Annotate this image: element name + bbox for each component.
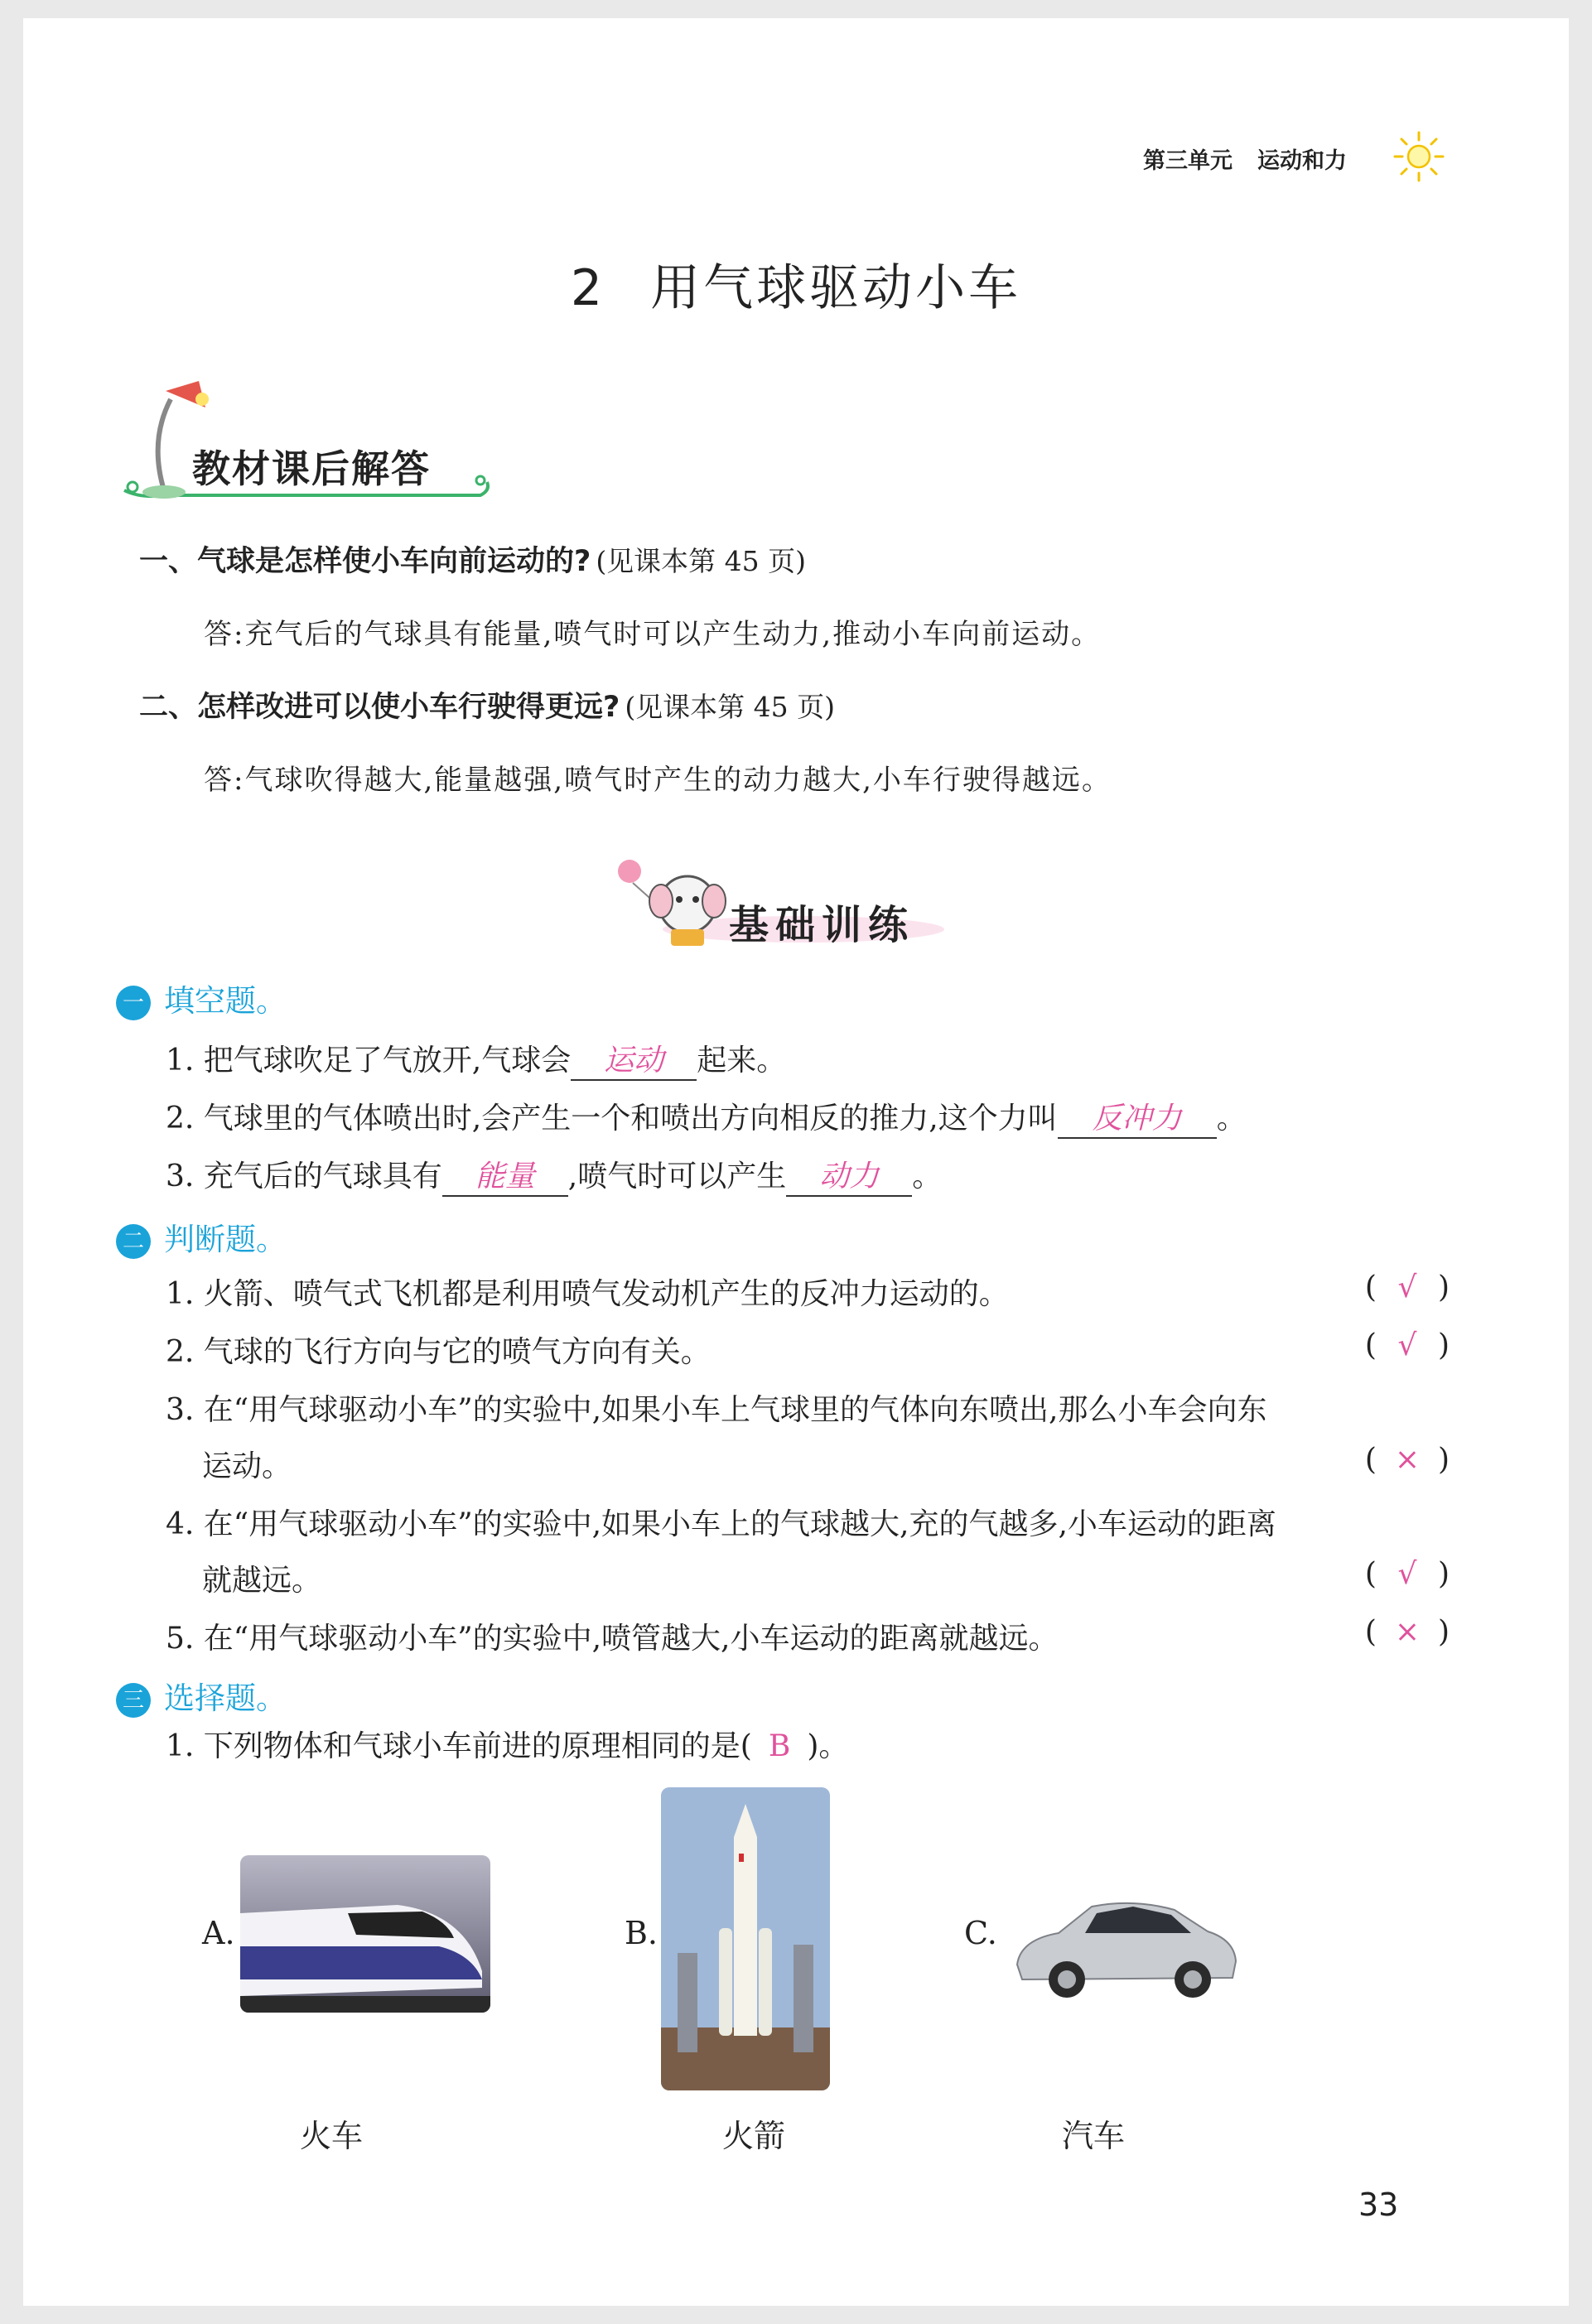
unit-label: 第三单元 (1143, 148, 1233, 174)
judge-item-1: 1. 火箭、喷气式飞机都是利用喷气发动机产生的反冲力运动的。 (166, 1277, 1009, 1311)
train-photo-image (240, 1855, 490, 2013)
judge-mark-5[interactable]: ( × ) (1364, 1615, 1450, 1649)
judge-item-3: 3. 在“用气球驱动小车”的实验中,如果小车上气球里的气体向东喷出,那么小车会向东 (166, 1393, 1267, 1427)
fill-item-1 (166, 1037, 786, 1081)
judge-mark-4[interactable]: ( √ ) (1364, 1557, 1450, 1591)
textbook-question-1 (139, 538, 806, 580)
textbook-answer-1: 答:充气后的气球具有能量,喷气时可以产生动力,推动小车向前运动。 (204, 618, 1102, 651)
judge-item-2: 2. 气球的飞行方向与它的喷气方向有关。 (166, 1335, 711, 1369)
choice-answer[interactable]: B (768, 1729, 791, 1763)
section-fill-title (116, 976, 287, 1020)
judge-item-3-cont: 运动。 (202, 1449, 292, 1483)
judge-item-4-cont: 就越远。 (202, 1564, 322, 1598)
question-text: 一、气球是怎样使小车向前运动的? (139, 545, 591, 578)
answer-blank[interactable]: 能量 (442, 1153, 568, 1197)
section-label: 填空题。 (164, 983, 287, 1019)
judge-mark-3[interactable]: ( × ) (1364, 1443, 1450, 1477)
answer-mark: √ (1397, 1557, 1417, 1591)
section-label: 选择题。 (164, 1680, 287, 1716)
answer-mark: × (1394, 1615, 1421, 1649)
item-text: 2. 气球里的气体喷出时,会产生一个和喷出方向相反的推力,这个力叫 (166, 1102, 1058, 1135)
textbook-question-2 (139, 684, 835, 726)
rocket-photo-image (661, 1787, 830, 2090)
textbook-answers-banner: 教材课后解答 (192, 446, 431, 491)
judge-item-4: 4. 在“用气球驱动小车”的实验中,如果小车上的气球越大,充的气越多,小车运动的距离 (166, 1507, 1276, 1541)
page-ref: (见课本第 45 页) (596, 545, 807, 577)
running-head (1143, 142, 1347, 175)
item-text: 1. 下列物体和气球小车前进的原理相同的是( (166, 1729, 752, 1763)
item-text: 1. 把气球吹足了气放开,气球会 (166, 1044, 572, 1078)
answer-mark: √ (1397, 1328, 1417, 1362)
lesson-title: 用气球驱动小车 (650, 259, 1022, 317)
lesson-number: 2 (570, 259, 606, 317)
item-text: 。 (912, 1160, 943, 1193)
section-choice-title (116, 1673, 287, 1718)
choice-question-1 (166, 1723, 848, 1765)
answer-mark: × (1394, 1443, 1421, 1477)
page-number: 33 (1358, 2187, 1399, 2223)
judge-item-5: 5. 在“用气球驱动小车”的实验中,喷管越大,小车运动的距离就越远。 (166, 1622, 1059, 1656)
item-text: 。 (1216, 1102, 1247, 1135)
option-c-label[interactable]: C. (964, 1915, 997, 1951)
page-title (0, 248, 1592, 320)
car-photo-image (1009, 1882, 1241, 2006)
answer-mark: √ (1397, 1270, 1417, 1304)
answer-blank[interactable]: 动力 (786, 1153, 912, 1197)
option-a-caption: 火车 (300, 2118, 364, 2154)
option-b-label[interactable]: B. (625, 1915, 659, 1951)
item-text: ,喷气时可以产生 (567, 1160, 787, 1193)
judge-mark-2[interactable]: ( √ ) (1364, 1328, 1450, 1362)
section-judge-title (116, 1214, 287, 1259)
section-label: 判断题。 (164, 1222, 287, 1257)
item-text: 起来。 (697, 1044, 787, 1078)
item-text: )。 (807, 1729, 849, 1763)
basic-training-badge: 基础训练 (729, 902, 915, 948)
option-b-caption: 火箭 (722, 2118, 786, 2154)
page-ref: (见课本第 45 页) (625, 691, 836, 723)
fill-item-2 (166, 1095, 1247, 1139)
item-text: 3. 充气后的气球具有 (166, 1160, 442, 1193)
answer-blank[interactable]: 运动 (571, 1037, 697, 1081)
fill-item-3 (166, 1153, 942, 1197)
sun-icon (1392, 129, 1446, 184)
section-number-badge: 三 (116, 1683, 151, 1718)
question-text: 二、怎样改进可以使小车行驶得更远? (139, 691, 620, 724)
option-a-label[interactable]: A. (202, 1915, 235, 1951)
topic-label: 运动和力 (1257, 148, 1347, 174)
section-number-badge: 二 (116, 1224, 151, 1259)
judge-mark-1[interactable]: ( √ ) (1364, 1270, 1450, 1304)
option-c-caption: 汽车 (1062, 2118, 1126, 2154)
section-number-badge: 一 (116, 986, 151, 1020)
answer-blank[interactable]: 反冲力 (1058, 1095, 1217, 1139)
textbook-answer-2: 答:气球吹得越大,能量越强,喷气时产生的动力越大,小车行驶得越远。 (204, 764, 1112, 797)
